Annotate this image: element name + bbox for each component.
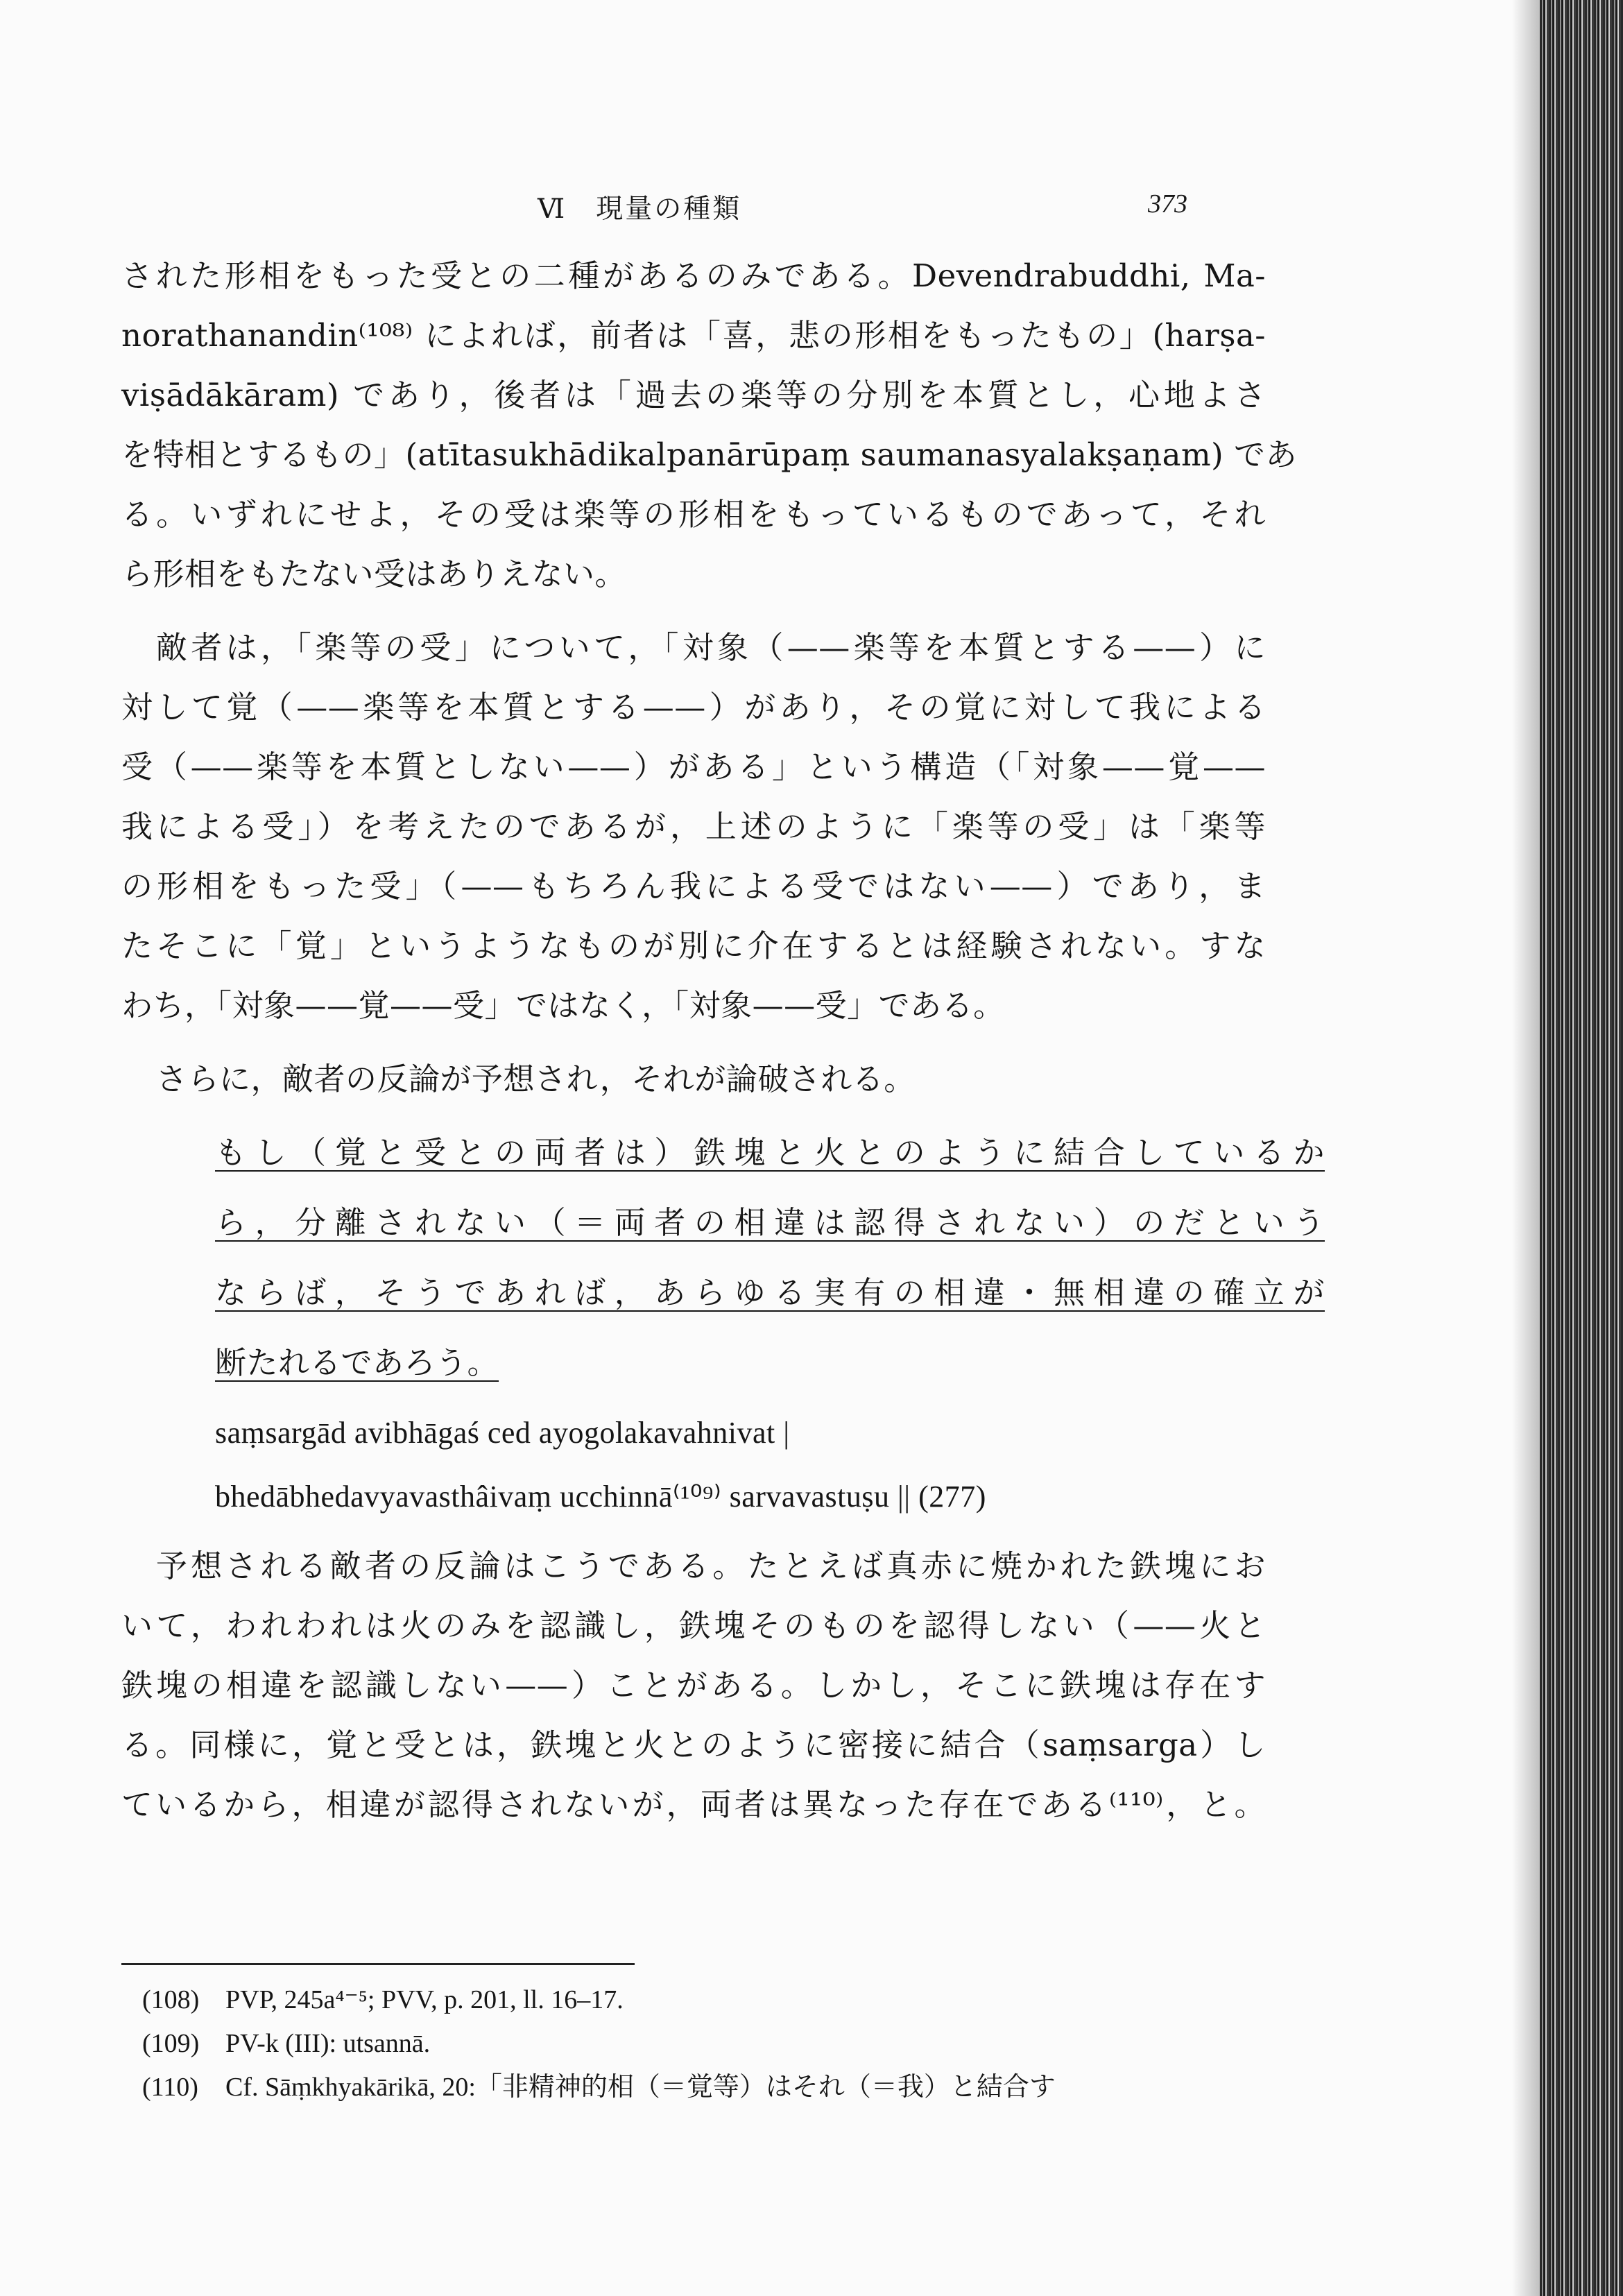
running-header <box>0 187 1623 229</box>
footnote-text: Cf. Sāṃkhyakārikā, 20:「非精神的相（＝覚等）はそれ（＝我）と結合す <box>225 2073 1056 2102</box>
body-line: 受（——楽等を本質としない——）がある」という構造（「対象——覚—— <box>121 748 1266 785</box>
footnote <box>142 2024 1266 2063</box>
body-line: norathanandin⁽¹⁰⁸⁾ によれば，前者は「喜，悲の形相をもったもの」(harṣa- <box>121 317 1266 354</box>
body-line: viṣādākāram) であり，後者は「過去の楽等の分別を本質とし，心地よさ <box>121 377 1266 413</box>
footnote-text: PV-k (III): utsannā. <box>225 2029 431 2058</box>
footnote <box>142 2068 1266 2107</box>
page-number: 373 <box>1148 189 1187 219</box>
body-line: わち，「対象——覚——受」ではなく，「対象——受」である。 <box>121 987 1005 1024</box>
body-line: を特相とするもの」(atītasukhādikalpanārūpaṃ saumanasyalakṣaṇam) であ <box>121 436 1297 473</box>
chapter-title: Ⅵ 現量の種類 <box>538 194 742 225</box>
body-line: された形相をもった受との二種があるのみである。Devendrabuddhi, Ma- <box>121 257 1266 294</box>
body-line: 我による受」）を考えたのであるが，上述のように「楽等の受」は「楽等 <box>121 808 1266 845</box>
body-line: の形相をもった受」（——もちろん我による受ではない——）であり，ま <box>121 868 1266 905</box>
footnote-number: (108) <box>142 1985 200 2014</box>
body-line: る。同様に，覚と受とは，鉄塊と火とのように密接に結合（saṃsarga）し <box>121 1727 1266 1763</box>
body-line: 予想される敵者の反論はこうである。たとえば真赤に焼かれた鉄塊にお <box>156 1548 1266 1584</box>
binding-shadow <box>1512 0 1540 2296</box>
quote-line: ならば，そうであれば，あらゆる実有の相違・無相違の確立が <box>215 1274 1325 1311</box>
footnote-text: PVP, 245a⁴⁻⁵; PVV, p. 201, ll. 16–17. <box>225 1985 624 2014</box>
quote-line: 断たれるであろう。 <box>215 1344 499 1381</box>
body-line: 対して覚（——楽等を本質とする——）があり，その覚に対して我による <box>121 689 1266 726</box>
quote-line: ら，分離されない（＝両者の相違は認得されない）のだという <box>215 1204 1325 1241</box>
body-line: る。いずれにせよ，その受は楽等の形相をもっているものであって，それ <box>121 496 1266 533</box>
footnote-separator <box>121 1963 635 1965</box>
book-binding-edge <box>1540 0 1623 2296</box>
body-line: さらに，敵者の反論が予想され，それが論破される。 <box>156 1061 916 1097</box>
body-line: ているから，相違が認得されないが，両者は異なった存在である⁽¹¹⁰⁾，と。 <box>121 1786 1266 1823</box>
body-line: ら形相をもたない受はありえない。 <box>121 556 627 592</box>
footnote-number: (110) <box>142 2073 198 2102</box>
body-line: いて，われわれは火のみを認識し，鉄塊そのものを認得しない（——火と <box>121 1607 1266 1644</box>
body-line: 敵者は，「楽等の受」について，「対象（——楽等を本質とする——）に <box>156 629 1266 666</box>
sanskrit-verse-line: bhedābhedavyavasthâivaṃ ucchinnā⁽¹⁰⁹⁾ sarvavastuṣu || (277) <box>215 1480 986 1514</box>
footnote <box>142 1980 1266 2019</box>
sanskrit-verse-line: saṃsargād avibhāgaś ced ayogolakavahnivat | <box>215 1416 790 1450</box>
body-line: 鉄塊の相違を認識しない——）ことがある。しかし，そこに鉄塊は存在す <box>121 1667 1266 1704</box>
footnote-number: (109) <box>142 2029 200 2058</box>
body-line: たそこに「覚」というようなものが別に介在するとは経験されない。すな <box>121 927 1266 964</box>
quote-line: もし（覚と受との両者は）鉄塊と火とのように結合しているか <box>215 1134 1325 1171</box>
